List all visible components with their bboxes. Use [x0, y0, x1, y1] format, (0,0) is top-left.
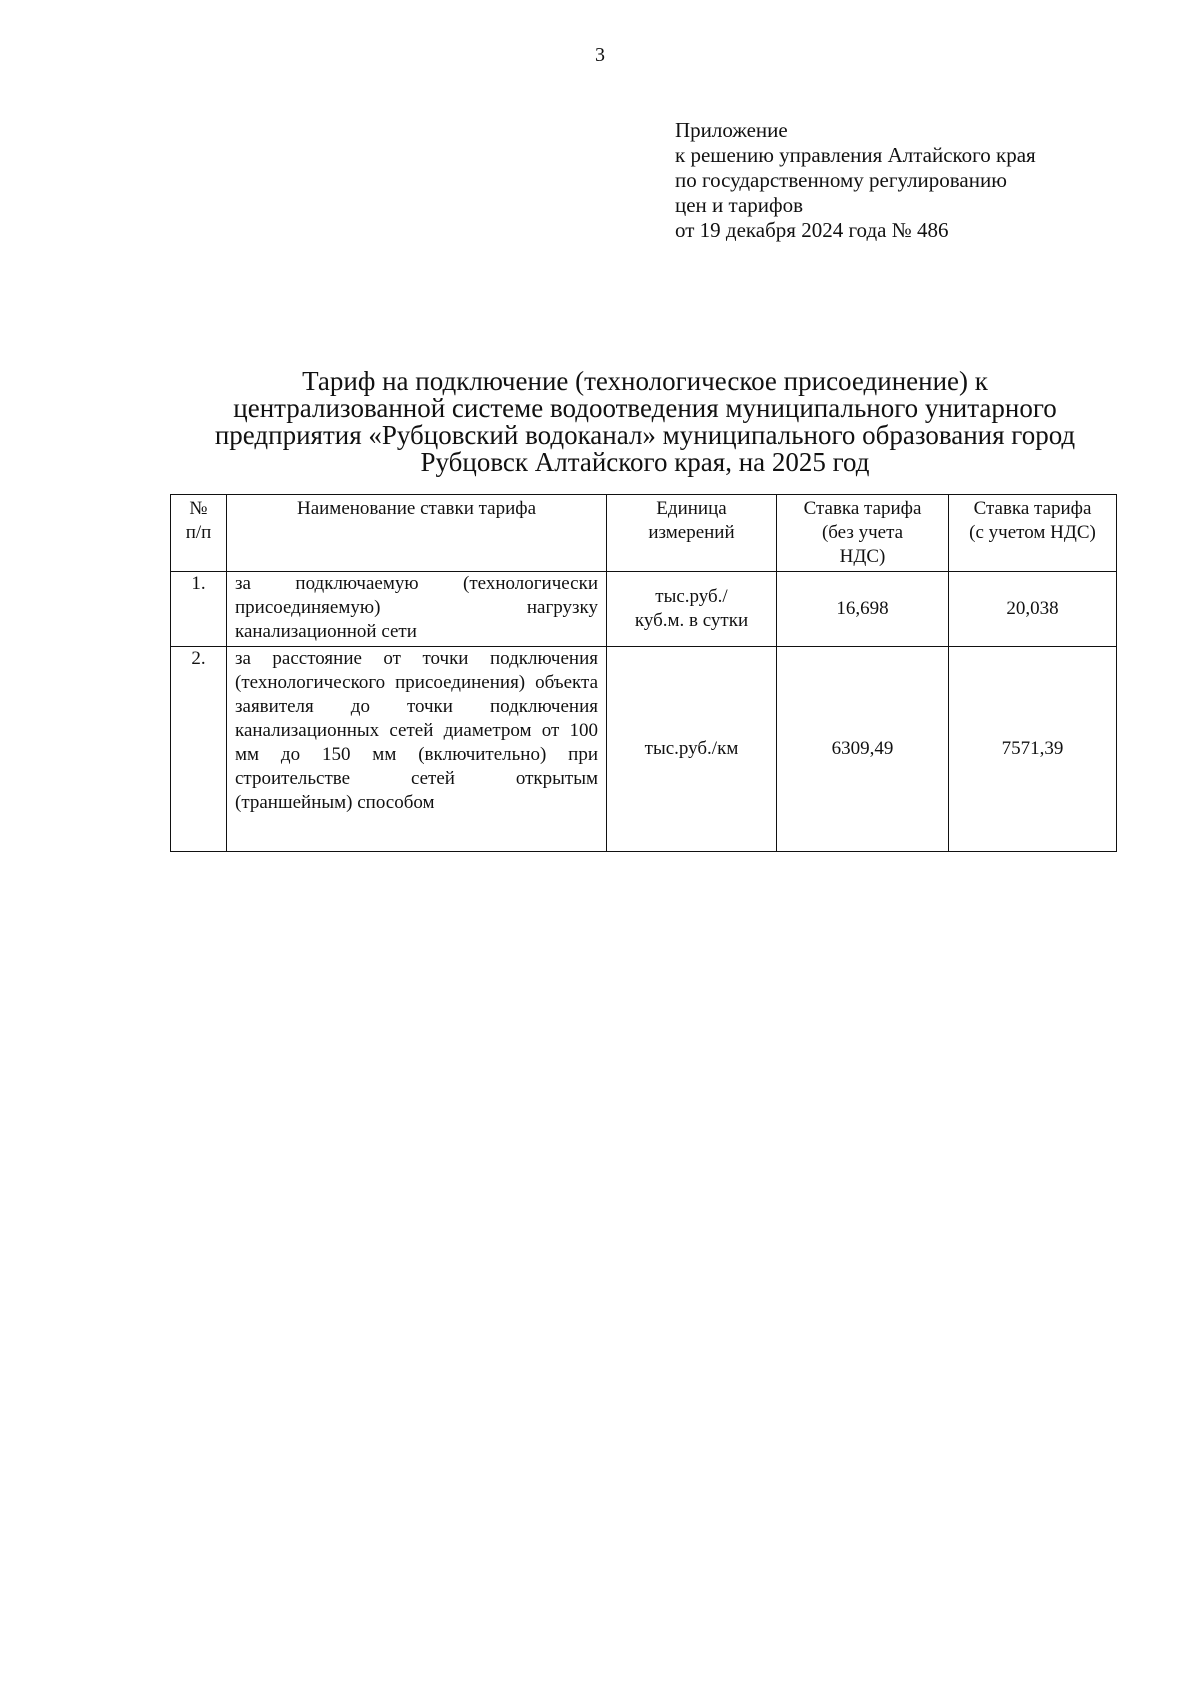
header-num	[171, 495, 227, 572]
table-row	[171, 647, 1117, 852]
row-rate-vat: 20,038	[949, 572, 1117, 647]
appendix-block	[675, 118, 1036, 243]
header-num-line: №	[189, 498, 208, 519]
row-unit-line: тыс.руб./	[655, 586, 728, 607]
appendix-line: к решению управления Алтайского края	[675, 143, 1036, 167]
row-rate-name: за подключаемую (технологически присоединяемую) нагрузку канализационной сети	[227, 572, 607, 647]
row-unit	[607, 647, 777, 852]
title-line: Тариф на подключение (технологическое присоединение) к	[302, 366, 988, 396]
title-line: централизованной системе водоотведения муниципального унитарного	[233, 393, 1057, 423]
page-number: 3	[595, 44, 605, 66]
header-rate-vat-line: Ставка тарифа	[973, 498, 1092, 519]
header-num-line: п/п	[185, 522, 212, 543]
row-number: 1.	[171, 572, 227, 647]
table-row	[171, 572, 1117, 647]
appendix-line: цен и тарифов	[675, 193, 804, 217]
header-name: Наименование ставки тарифа	[227, 495, 607, 572]
title-line: предприятия «Рубцовский водоканал» муниципального образования город	[214, 420, 1076, 450]
row-rate-name: за расстояние от точки подключения (технологического присоединения) объекта заявителя до точки подключения канализационных сетей диаметром от 100 мм до 150 мм (включительно) при строительстве сетей открытым (траншейным) способом	[227, 647, 607, 852]
row-unit	[607, 572, 777, 647]
header-rate-vat	[949, 495, 1117, 572]
header-rate-no-vat-line: (без учета	[821, 522, 904, 543]
header-rate-no-vat	[777, 495, 949, 572]
header-unit-line: измерений	[648, 522, 735, 543]
row-rate-vat: 7571,39	[949, 647, 1117, 852]
row-rate-no-vat: 16,698	[777, 572, 949, 647]
row-unit-line: куб.м. в сутки	[634, 610, 749, 631]
title-line: Рубцовск Алтайского края, на 2025 год	[420, 447, 870, 477]
appendix-line: Приложение	[675, 118, 788, 142]
header-unit-line: Единица	[656, 498, 727, 519]
row-number: 2.	[171, 647, 227, 852]
appendix-line: от 19 декабря 2024 года № 486	[675, 218, 949, 242]
tariff-table	[170, 494, 1117, 852]
table-header-row	[171, 495, 1117, 572]
row-rate-no-vat: 6309,49	[777, 647, 949, 852]
header-rate-no-vat-line: Ставка тарифа	[803, 498, 922, 519]
header-rate-no-vat-line: НДС)	[839, 546, 886, 567]
header-rate-vat-line: (с учетом НДС)	[969, 522, 1096, 543]
appendix-line: по государственному регулированию	[675, 168, 1007, 192]
row-unit-line: тыс.руб./км	[644, 738, 739, 759]
document-title	[160, 368, 1130, 476]
header-unit	[607, 495, 777, 572]
